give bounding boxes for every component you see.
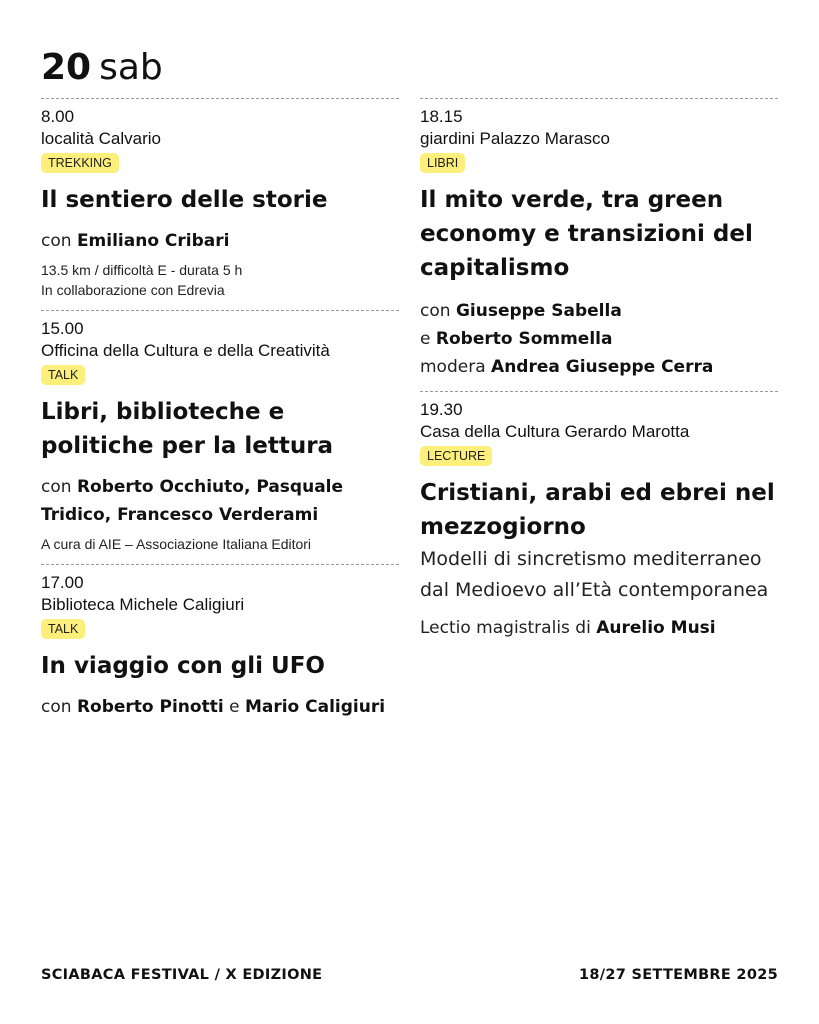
event-venue: Casa della Cultura Gerardo Marotta [420, 422, 690, 441]
people-prefix: con [41, 477, 72, 497]
moderator-prefix: modera [420, 357, 486, 377]
event-talk-ufo [41, 564, 399, 721]
event-note: A cura di AIE – Associazione Italiana Editori [41, 536, 312, 552]
person-name: Roberto Occhiuto, Pasquale Tridico, Francesco Verderami [41, 477, 344, 525]
event-title: Libri, biblioteche e politiche per la lettura [41, 399, 334, 459]
event-tag: TREKKING [41, 153, 119, 173]
event-time: 15.00 [41, 319, 84, 338]
event-venue: Officina della Cultura e della Creatività [41, 341, 330, 360]
event-lectio [420, 614, 778, 642]
person-name: Mario Caligiuri [244, 697, 386, 717]
event-time: 19.30 [420, 400, 463, 419]
conjunction: e [420, 329, 431, 349]
event-lecture [420, 391, 778, 642]
event-title: In viaggio con gli UFO [41, 653, 325, 679]
event-venue: Biblioteca Michele Caligiuri [41, 595, 245, 614]
event-title: Il mito verde, tra green economy e transizioni del capitalismo [420, 187, 753, 281]
person-name: Emiliano Cribari [76, 231, 230, 251]
footer-dates: 18/27 SETTEMBRE 2025 [578, 967, 778, 983]
event-venue: giardini Palazzo Marasco [420, 129, 610, 148]
event-note: 13.5 km / difficoltà E - durata 5 h [41, 262, 243, 278]
event-people [41, 693, 399, 721]
people-prefix: con [41, 697, 72, 717]
lectio-prefix: Lectio magistralis di [420, 618, 591, 638]
people-prefix: con [420, 301, 451, 321]
footer-festival: SCIABACA FESTIVAL / X EDIZIONE [41, 967, 323, 983]
day-header [41, 46, 163, 90]
event-time: 18.15 [420, 107, 463, 126]
moderator-name: Andrea Giuseppe Cerra [491, 357, 714, 377]
event-title: Il sentiero delle storie [41, 187, 328, 213]
event-tag: TALK [41, 365, 85, 385]
weekday: sab [99, 47, 163, 88]
event-people [41, 473, 399, 529]
event-tag: TALK [41, 619, 85, 639]
event-talk-libri [41, 310, 399, 554]
event-title: Cristiani, arabi ed ebrei nel mezzogiorno [420, 480, 775, 540]
event-libri [420, 98, 778, 381]
person-name: Roberto Sommella [435, 329, 613, 349]
right-column [420, 98, 778, 642]
event-venue: località Calvario [41, 129, 161, 148]
event-subtitle: Modelli di sincretismo mediterraneo dal Medioevo all’Età contemporanea [420, 548, 769, 601]
event-tag: LECTURE [420, 446, 492, 466]
people-prefix: con [41, 231, 72, 251]
left-column [41, 98, 399, 721]
person-name: Roberto Pinotti [76, 697, 224, 717]
event-people [420, 297, 778, 381]
conjunction: e [229, 697, 240, 717]
event-tag: LIBRI [420, 153, 465, 173]
event-trekking [41, 98, 399, 300]
speaker-name: Aurelio Musi [596, 618, 716, 638]
event-time: 17.00 [41, 573, 84, 592]
day-number: 20 [41, 47, 92, 88]
event-time: 8.00 [41, 107, 75, 126]
event-people [41, 227, 399, 255]
person-name: Giuseppe Sabella [455, 301, 622, 321]
event-note: In collaborazione con Edrevia [41, 282, 225, 298]
